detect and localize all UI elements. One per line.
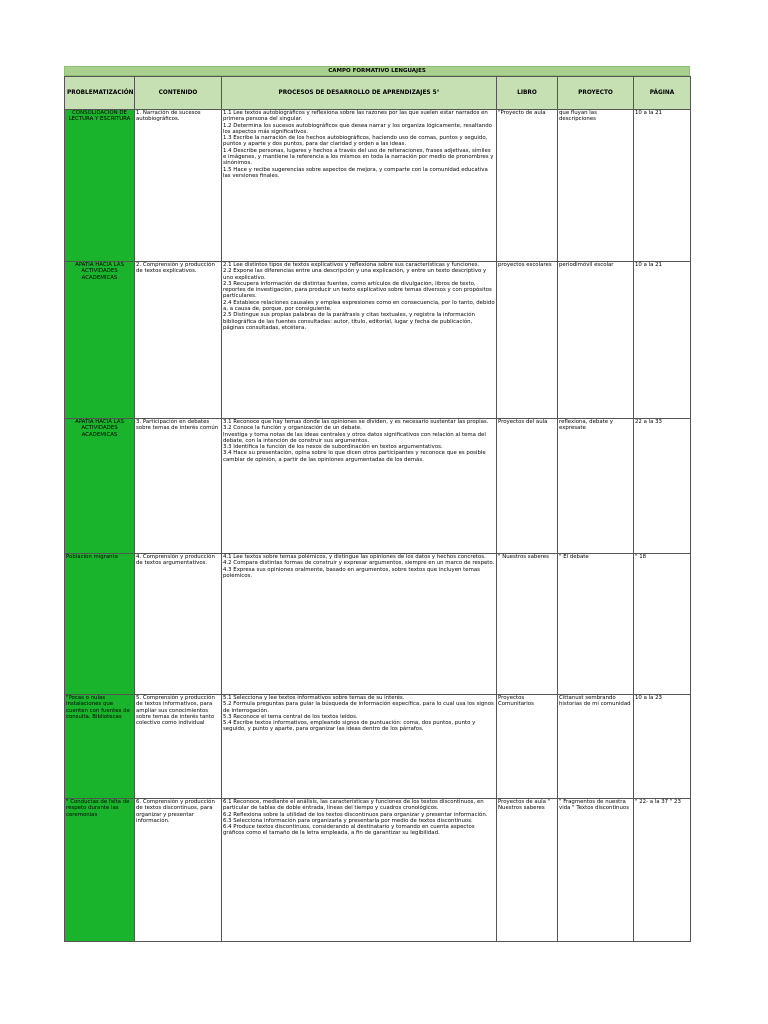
header-pagina: PÁGINA — [634, 77, 691, 110]
contenido-cell: 5. Comprensión y producción de textos informativos, para ampliar sus conocimientos sobre temas de interés tanto colectivo como individual — [135, 695, 222, 799]
planning-table — [64, 76, 691, 942]
spreadsheet — [64, 66, 690, 942]
proceso-item: 1.4 Describe personas, lugares y hechos a través del uso de reiteraciones, frases adjetivas, símiles e imágenes, y mantiene la referencia a los mismos en toda la narración por medio de pronombres y sinónimos. — [223, 147, 494, 167]
header-problematizacion: PROBLEMATIZACIÓN — [65, 77, 135, 110]
procesos-cell — [222, 799, 497, 942]
proceso-item: 6.2 Reflexiona sobre la utilidad de los textos discontinuos para organizar y presentar información. — [223, 811, 488, 818]
proceso-item: 5.1 Selecciona y lee textos informativos sobre temas de su interés. — [223, 695, 405, 701]
table-row — [65, 554, 691, 695]
pagina-cell: 10 a la 21 — [634, 262, 691, 419]
proceso-item: 2.3 Recupera información de distintas fuentes, como artículos de divulgación, libros de texto, reportes de investigación, para producir un texto explicativo sobre temas diversos y con propósitos particulares. — [223, 280, 492, 300]
problematizacion-cell: CONSOLIDACIÓN DE LECTURA Y ESCRITURA — [65, 110, 135, 262]
proyecto-cell: Cittanust sembrando historias de mi comunidad — [558, 695, 634, 799]
proyecto-cell: " Fragmentos de nuestra vida " Textos discontinuos — [558, 799, 634, 942]
proceso-item: 1.3 Escribe la narración de los hechos autobiográficos, haciendo uso de comas, puntos y seguido, puntos y aparte y dos puntos, para dar claridad y orden a las ideas. — [223, 135, 488, 148]
proceso-item: 5.2 Formula preguntas para guiar la búsqueda de información específica, para lo cual usa los signos de interrogación. — [223, 701, 494, 714]
pagina-cell: 22 a la 33 — [634, 419, 691, 554]
proceso-item: 3.2 Conoce la función y organización de un debate. — [223, 425, 362, 432]
libro-cell: Proyectos de aula " Nuestros saberes — [497, 799, 558, 942]
procesos-cell — [222, 419, 497, 554]
procesos-cell — [222, 695, 497, 799]
proceso-item: 4.2 Compara distintas formas de construir y expresar argumentos, siempre en un marco de respeto. — [223, 560, 495, 567]
proceso-item: 2.2 Expone las diferencias entre una descripción y una explicación, y entre un texto descriptivo y uno explicativo. — [223, 268, 487, 281]
libro-cell: proyectos escolares — [497, 262, 558, 419]
header-row — [65, 77, 691, 110]
libro-cell: "Proyecto de aula — [497, 110, 558, 262]
header-contenido: CONTENIDO — [135, 77, 222, 110]
proceso-item: 3.3 Identifica la función de los nexos de subordinación en textos argumentativos. — [223, 444, 443, 451]
proceso-item: 5.3 Reconoce el tema central de los textos leídos. — [223, 713, 358, 720]
proceso-item: 2.1 Lee distintos tipos de textos explicativos y reflexiona sobre sus características y funciones. — [223, 262, 480, 268]
proceso-item: Investiga y toma notas de las ideas centrales y otros datos significativos con relación al tema del debate, con la intención de construir sus argumentos. — [223, 431, 486, 444]
proceso-item: 1.2 Determina los sucesos autobiográficos que desea narrar y los organiza lógicamente, resaltando los aspectos más significativos. — [223, 122, 492, 135]
contenido-cell: 4. Comprensión y producción de textos argumentativos. — [135, 554, 222, 695]
proceso-item: 3.4 Hace su presentación, opina sobre lo que dicen otros participantes y reconoce que es posible cambiar de opinión, a partir de las opiniones argumentadas de los demás. — [223, 450, 486, 463]
proceso-item: 6.1 Reconoce, mediante el análisis, las características y funciones de los textos discontinuos, en particular de tablas de doble entrada, líneas del tiempo y cuadros cronológicos. — [223, 799, 484, 812]
header-proyecto: PROYECTO — [558, 77, 634, 110]
proceso-item: 6.3 Selecciona información para organizarla y presentarla por medio de textos discontinuos. — [223, 817, 473, 824]
table-row — [65, 262, 691, 419]
proceso-item: 2.5 Distingue sus propias palabras de la paráfrasis y citas textuales, y registra la información bibliográfica de las fuentes consultadas: autor, título, editorial, lugar y fecha de publicación, páginas consultadas, etcétera. — [223, 312, 475, 331]
header-procesos: PROCESOS DE DESARROLLO DE APRENDIZAJES 5° — [222, 77, 497, 110]
pagina-cell: " 18 — [634, 554, 691, 695]
proyecto-cell: que fluyan las descripciones — [558, 110, 634, 262]
header-libro: LIBRO — [497, 77, 558, 110]
pagina-cell: " 22- a la 37 " 23 — [634, 799, 691, 942]
proyecto-cell: periodimóvil escolar — [558, 262, 634, 419]
libro-cell: Proyectos Comunitarios — [497, 695, 558, 799]
table-row — [65, 799, 691, 942]
problematizacion-cell: " Conductas de falta de respeto durante las ceremonias — [65, 799, 135, 942]
libro-cell: " Nuestros saberes — [497, 554, 558, 695]
proceso-item: 4.3 Expresa sus opiniones oralmente, basado en argumentos, sobre textos que incluyen temas polémicos. — [223, 566, 480, 579]
table-row — [65, 419, 691, 554]
proceso-item: 2.4 Establece relaciones causales y emplea expresiones como en consecuencia, por lo tanto, debido a, a causa de, porque, por consiguiente. — [223, 299, 495, 313]
proceso-item: 5.4 Escribe textos informativos, empleando signos de puntuación: coma, dos puntos, punto y seguido, y punto y aparte, para organizar las ideas dentro de los párrafos. — [223, 720, 476, 733]
proceso-item: 1.5 Hace y recibe sugerencias sobre aspectos de mejora, y comparte con la comunidad educativa las versiones finales. — [223, 166, 488, 179]
contenido-cell: 3. Participación en debates sobre temas de interés común — [135, 419, 222, 554]
proceso-item: 1.1 Lee textos autobiográficos y reflexiona sobre las razones por las que suelen estar narrados en primera persona del singular. — [223, 110, 488, 123]
problematizacion-cell: Población migrante — [65, 554, 135, 695]
proyecto-cell: " El debate — [558, 554, 634, 695]
contenido-cell: 2. Comprensión y producción de textos explicativos. — [135, 262, 222, 419]
contenido-cell: 1. Narración de sucesos autobiográficos. — [135, 110, 222, 262]
contenido-cell: 6. Comprensión y producción de textos discontinuos, para organizar y presentar información. — [135, 799, 222, 942]
procesos-cell — [222, 110, 497, 262]
pagina-cell: 10 a la 21 — [634, 110, 691, 262]
problematizacion-cell: "Pocas o nulas instalaciones que cuenten con fuentes de consulta. Bibliotecas — [65, 695, 135, 799]
table-row — [65, 110, 691, 262]
proceso-item: 6.4 Produce textos discontinuos, considerando al destinatario y tomando en cuenta aspectos gráficos como el tamaño de la letra empleada, a fin de garantizar su legibilidad. — [223, 824, 475, 837]
sheet-title: CAMPO FORMATIVO LENGUAJES — [64, 66, 690, 76]
problematizacion-cell: APATIA HACIA LAS ACTIVIDADES ACADEMICAS — [65, 419, 135, 554]
libro-cell: Proyectos del aula — [497, 419, 558, 554]
proceso-item: 4.1 Lee textos sobre temas polémicos, y distingue las opiniones de los datos y hechos concretos. — [223, 554, 486, 560]
proceso-item: 3.1 Reconoce que hay temas donde las opiniones se dividen, y es necesario sustentar las propias. — [223, 419, 489, 425]
pagina-cell: 10 a la 23 — [634, 695, 691, 799]
table-row — [65, 695, 691, 799]
procesos-cell — [222, 262, 497, 419]
procesos-cell — [222, 554, 497, 695]
proyecto-cell: reflexiona, debate y expresate — [558, 419, 634, 554]
problematizacion-cell: APATIA HACIA LAS ACTIVIDADES ACADEMICAS — [65, 262, 135, 419]
